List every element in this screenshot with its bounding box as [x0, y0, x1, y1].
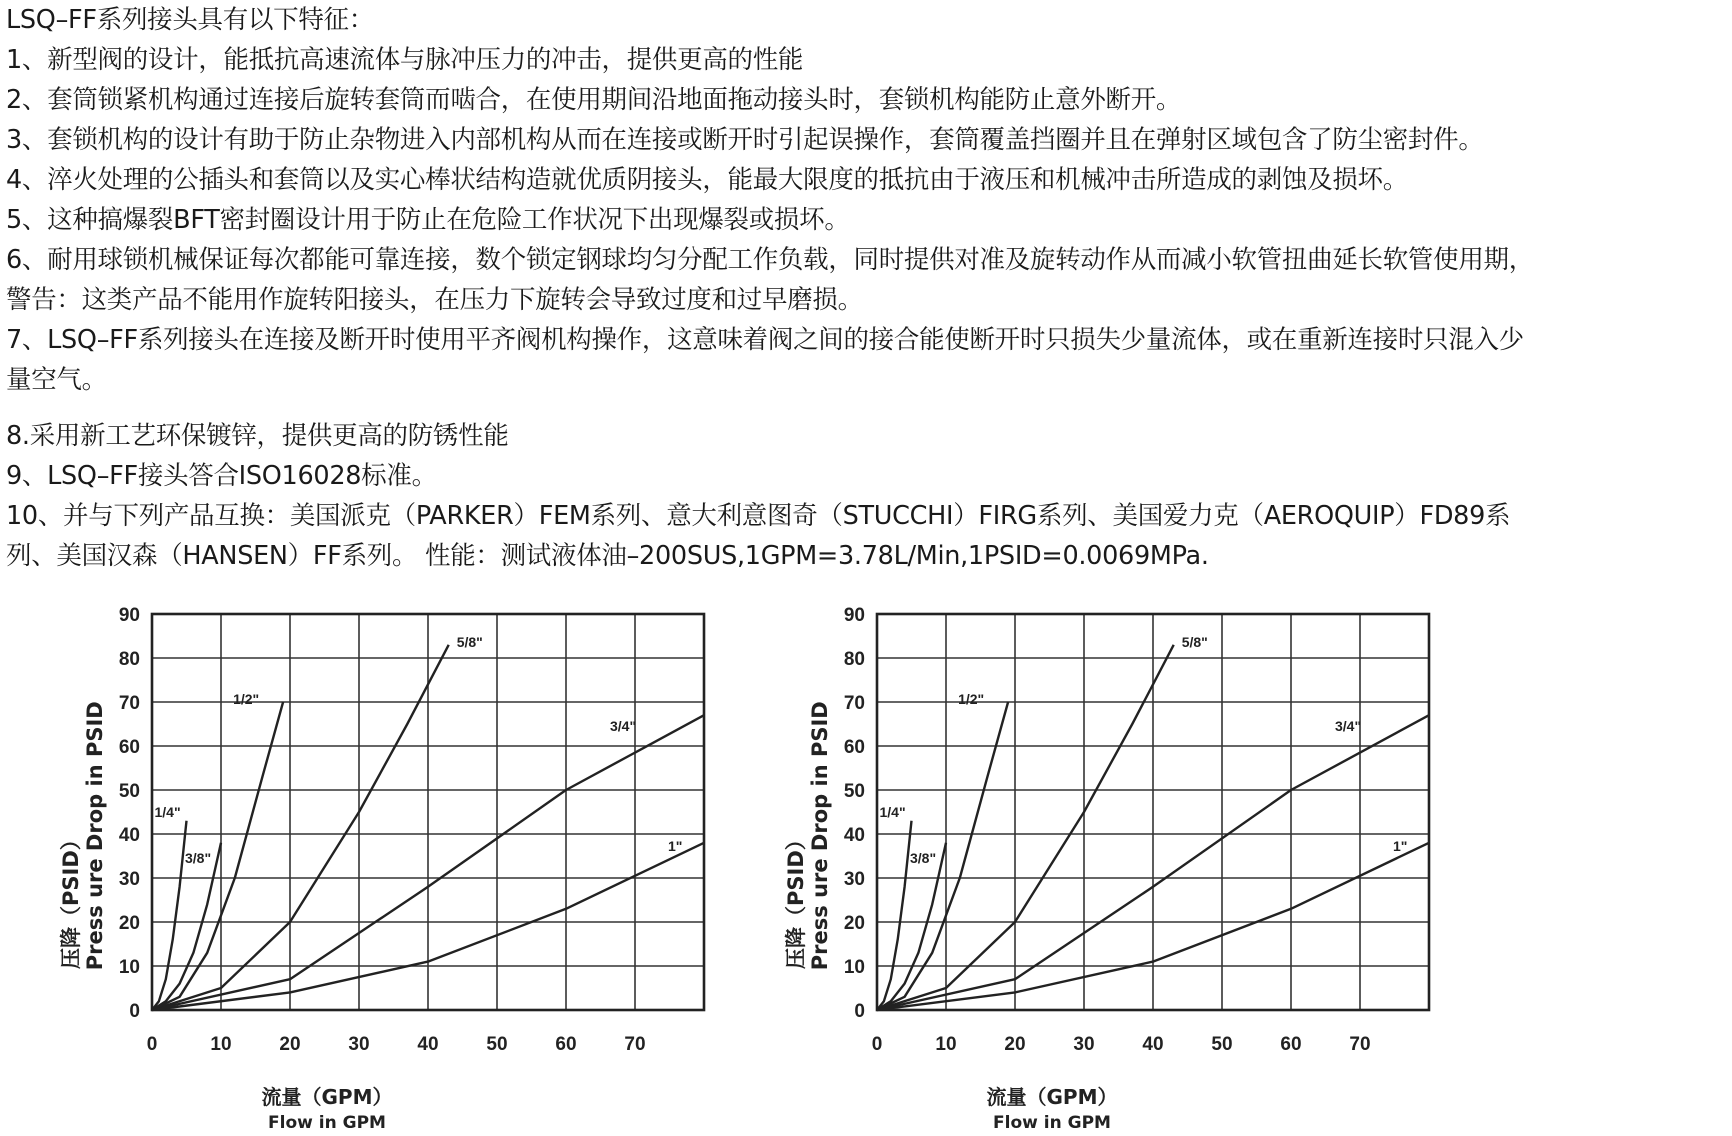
text-line: 警告：这类产品不能用作旋转阳接头，在压力下旋转会导致过度和过早磨损。 — [6, 285, 863, 315]
series-curve — [877, 645, 1174, 1010]
series-label: 1/4" — [154, 803, 181, 820]
text-line: 6、耐用球锁机械保证每次都能可靠连接，数个锁定钢球均匀分配工作负载，同时提供对准及旋转动作从而减小软管扭曲延长软管使用期， — [6, 245, 1534, 275]
y-tick-label: 50 — [118, 781, 140, 802]
x-tick-label: 70 — [1349, 1034, 1371, 1055]
series-label: 1/2" — [958, 691, 985, 707]
x-tick-label: 50 — [1211, 1034, 1233, 1055]
y-tick-label: 40 — [118, 825, 140, 846]
y-tick-label: 50 — [843, 781, 865, 802]
text-line: 4、淬火处理的公插头和套筒以及实心棒状结构造就优质阴接头，能最大限度的抵抗由于液压和机械冲击所造成的剥蚀及损坏。 — [6, 165, 1408, 195]
text-line: 5、这种搞爆裂BFT密封圈设计用于防止在危险工作状况下出现爆裂或损坏。 — [6, 205, 850, 235]
x-tick-label: 10 — [935, 1034, 957, 1055]
text-line: 10、并与下列产品互换：美国派克（PARKER）FEM系列、意大利意图奇（STUCCHI）FIRG系列、美国爱力克（AEROQUIP）FD89系 — [6, 501, 1511, 531]
series-label: 3/4" — [1335, 718, 1362, 735]
y-tick-label: 10 — [118, 957, 140, 978]
y-axis-title-cn: 压降（PSID） — [59, 829, 83, 970]
text-line: LSQ–FF系列接头具有以下特征： — [6, 5, 374, 35]
x-tick-label: 20 — [1004, 1034, 1026, 1055]
chart-svg — [745, 598, 1465, 1136]
series-label: 5/8" — [456, 633, 483, 650]
y-tick-label: 20 — [118, 913, 140, 934]
y-tick-label: 80 — [118, 649, 140, 670]
text-line: 3、套锁机构的设计有助于防止杂物进入内部机构从而在连接或断开时引起误操作，套筒覆盖挡圈并且在弹射区域包含了防尘密封件。 — [6, 125, 1484, 155]
y-tick-label: 20 — [843, 913, 865, 934]
y-tick-label: 90 — [118, 605, 140, 626]
series-label: 1" — [1393, 837, 1408, 854]
y-axis-title-en: Press ure Drop in PSID — [83, 701, 107, 971]
text-line: 7、LSQ–FF系列接头在连接及断开时使用平齐阀机构操作，这意味着阀之间的接合能使断开时只损失少量流体，或在重新连接时只混入少 — [6, 325, 1524, 355]
x-axis-title-cn: 流量（GPM） — [986, 1085, 1118, 1109]
pressure-drop-chart-left — [20, 598, 740, 1136]
x-tick-label: 40 — [1142, 1034, 1164, 1055]
text-line: 1、新型阀的设计，能抵抗高速流体与脉冲压力的冲击，提供更高的性能 — [6, 45, 804, 75]
y-axis-title-en: Press ure Drop in PSID — [808, 701, 832, 971]
y-tick-label: 0 — [129, 1001, 140, 1022]
x-tick-label: 30 — [348, 1034, 370, 1055]
text-line: 列、美国汉森（HANSEN）FF系列。 性能：测试液体油–200SUS,1GPM=3.78L/Min,1PSID=0.0069MPa. — [6, 541, 1209, 571]
y-tick-label: 30 — [118, 869, 140, 890]
series-label: 1/4" — [879, 803, 906, 820]
grid — [152, 614, 704, 1010]
x-tick-label: 30 — [1073, 1034, 1095, 1055]
series-label: 5/8" — [1181, 633, 1208, 650]
grid — [877, 614, 1429, 1010]
series-label: 1/2" — [233, 691, 260, 707]
y-tick-label: 10 — [843, 957, 865, 978]
chart-svg — [20, 598, 740, 1136]
x-axis-title-en: Flow in GPM — [993, 1113, 1111, 1133]
x-tick-label: 10 — [210, 1034, 232, 1055]
y-tick-label: 60 — [843, 737, 865, 758]
series-label: 3/8" — [185, 849, 212, 866]
y-axis-title-cn: 压降（PSID） — [784, 829, 808, 970]
x-axis-title-en: Flow in GPM — [268, 1113, 386, 1133]
y-tick-label: 90 — [843, 605, 865, 626]
text-line: 9、LSQ–FF接头答合ISO16028标准。 — [6, 461, 437, 491]
x-tick-label: 60 — [555, 1034, 577, 1055]
x-tick-label: 0 — [871, 1034, 883, 1055]
y-tick-label: 0 — [854, 1001, 865, 1022]
y-tick-label: 60 — [118, 737, 140, 758]
pressure-drop-chart-right — [745, 598, 1465, 1136]
y-tick-label: 70 — [118, 693, 140, 714]
x-tick-label: 70 — [624, 1034, 646, 1055]
text-line: 量空气。 — [6, 365, 107, 395]
series-label: 3/8" — [910, 849, 937, 866]
y-tick-label: 80 — [843, 649, 865, 670]
x-tick-label: 0 — [146, 1034, 158, 1055]
y-tick-label: 30 — [843, 869, 865, 890]
y-tick-label: 40 — [843, 825, 865, 846]
x-tick-label: 20 — [279, 1034, 301, 1055]
x-tick-label: 60 — [1280, 1034, 1302, 1055]
series-label: 1" — [668, 837, 683, 854]
text-line: 2、套筒锁紧机构通过连接后旋转套筒而啮合，在使用期间沿地面拖动接头时，套锁机构能防止意外断开。 — [6, 85, 1182, 115]
x-axis-title-cn: 流量（GPM） — [261, 1085, 393, 1109]
x-tick-label: 50 — [486, 1034, 508, 1055]
x-tick-label: 40 — [417, 1034, 439, 1055]
series-label: 3/4" — [610, 718, 637, 735]
y-tick-label: 70 — [843, 693, 865, 714]
series-curve — [152, 645, 449, 1010]
feature-text — [6, 0, 1726, 576]
text-line: 8.采用新工艺环保镀锌，提供更高的防锈性能 — [6, 421, 509, 451]
